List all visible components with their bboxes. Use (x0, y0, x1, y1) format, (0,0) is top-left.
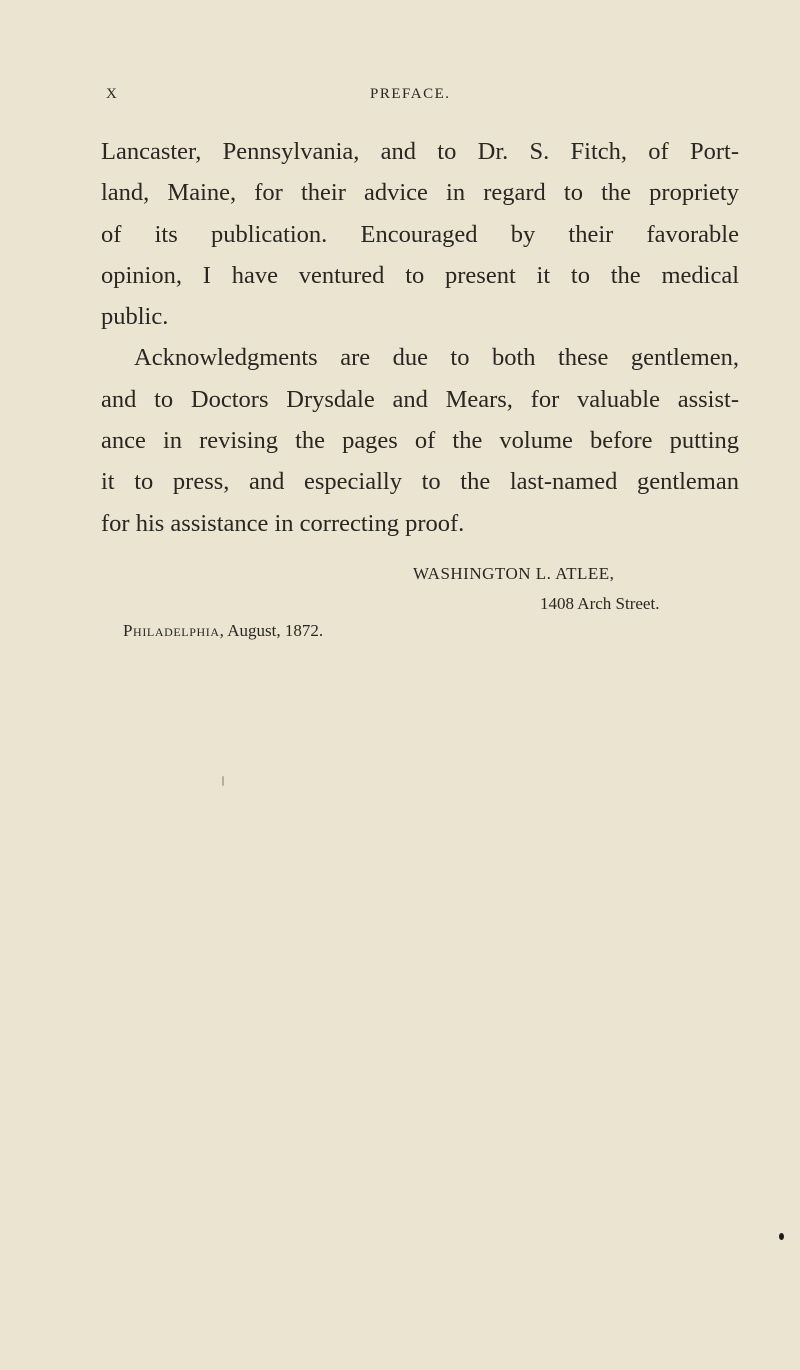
author-signature: WASHINGTON L. ATLEE, (413, 564, 615, 583)
place-name: Philadelphia (123, 621, 220, 640)
text-line: and to Doctors Drysdale and Mears, for valuable assist- (101, 385, 739, 413)
page-header (0, 86, 800, 108)
date-text: , August, 1872. (219, 621, 324, 640)
place-and-date (123, 621, 323, 641)
text-line: public. (101, 303, 169, 331)
text-line: land, Maine, for their advice in regard to the propriety (101, 179, 739, 207)
page-number: X (106, 86, 119, 102)
text-line: opinion, I have ventured to present it to the medical (101, 261, 739, 289)
author-address: 1408 Arch Street. (540, 594, 660, 613)
running-head: PREFACE. (370, 86, 451, 102)
preface-body (101, 131, 739, 544)
ink-speck (222, 776, 224, 786)
text-line: Acknowledgments are due to both these gentlemen, (134, 344, 739, 372)
text-line: Lancaster, Pennsylvania, and to Dr. S. Fitch, of Port- (101, 138, 739, 165)
text-line: it to press, and especially to the last-named gentleman (101, 468, 739, 496)
ink-speck (779, 1233, 784, 1240)
text-line: of its publication. Encouraged by their favorable (101, 220, 739, 248)
text-line: ance in revising the pages of the volume before putting (101, 427, 739, 455)
text-line: for his assistance in correcting proof. (101, 509, 465, 537)
